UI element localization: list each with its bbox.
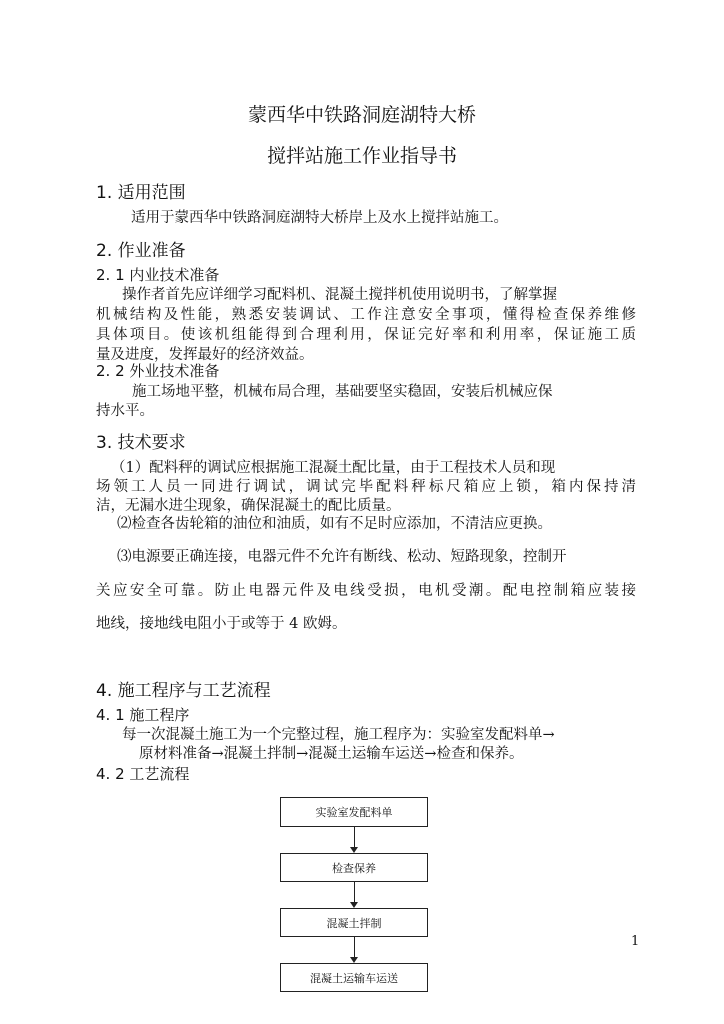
section-3-item-1-line: 场领工人员一同进行调试，调试完毕配料秤标尺箱应上锁，箱内保持清 [96,479,636,495]
section-2-1-paragraph-line: 操作者首先应详细学习配料机、混凝土搅拌机使用说明书，了解掌握 [122,287,557,303]
section-2-heading: 2. 作业准备 [96,241,186,261]
section-2-2-paragraph-line: 施工场地平整，机械布局合理，基础要坚实稳固，安装后机械应保 [132,384,553,400]
section-2-1-paragraph-line: 量及进度，发挥最好的经济效益。 [96,347,314,363]
section-2-2-paragraph-line: 持水平。 [96,403,154,419]
flow-connector [354,937,355,957]
section-4-1-paragraph-line: 原材料准备→混凝土拌制→混凝土运输车运送→检查和保养。 [139,746,524,762]
flow-connector [354,882,355,902]
section-2-1-heading: 2. 1 内业技术准备 [96,266,220,284]
section-3-item-3-line: 关应安全可靠。防止电器元件及电线受损，电机受潮。配电控制箱应装接 [96,583,636,599]
page-number: 1 [631,934,640,949]
document-title-line1: 蒙西华中铁路洞庭湖特大桥 [247,104,476,126]
section-2-2-heading: 2. 2 外业技术准备 [96,362,220,380]
flow-step-2: 检查保养 [280,853,428,882]
section-1-heading: 1. 适用范围 [96,183,186,203]
section-4-1-heading: 4. 1 施工程序 [96,706,190,724]
flow-connector [354,827,355,847]
section-4-heading: 4. 施工程序与工艺流程 [96,681,271,701]
section-2-1-paragraph-line: 具体项目。使该机组能得到合理利用，保证完好率和利用率，保证施工质 [96,327,636,343]
section-4-1-paragraph-line: 每一次混凝土施工为一个完整过程，施工程序为：实验室发配料单→ [122,727,555,743]
section-3-item-3-line: ⑶电源要正确连接，电器元件不允许有断线、松动、短路现象，控制开 [117,549,567,565]
flow-step-4: 混凝土运输车运送 [280,963,428,992]
flow-step-1: 实验室发配料单 [280,797,428,827]
section-4-2-heading: 4. 2 工艺流程 [96,765,190,783]
section-1-text: 适用于蒙西华中铁路洞庭湖特大桥岸上及水上搅拌站施工。 [131,210,508,226]
section-2-1-paragraph-line: 机械结构及性能，熟悉安装调试、工作注意安全事项，懂得检查保养维修 [96,307,636,323]
section-3-item-1-line: 洁，无漏水进尘现象，确保混凝土的配比质量。 [96,498,401,514]
document-title-line2: 搅拌站施工作业指导书 [266,145,457,167]
section-3-item-2: ⑵检查各齿轮箱的油位和油质，如有不足时应添加，不清洁应更换。 [117,516,552,532]
flow-step-3: 混凝土拌制 [280,908,428,937]
section-3-heading: 3. 技术要求 [96,433,186,453]
section-3-item-1-line: （1）配料秤的调试应根据施工混凝土配比量，由于工程技术人员和现 [111,460,556,476]
section-3-item-3-line: 地线，接地线电阻小于或等于 4 欧姆。 [96,616,347,632]
